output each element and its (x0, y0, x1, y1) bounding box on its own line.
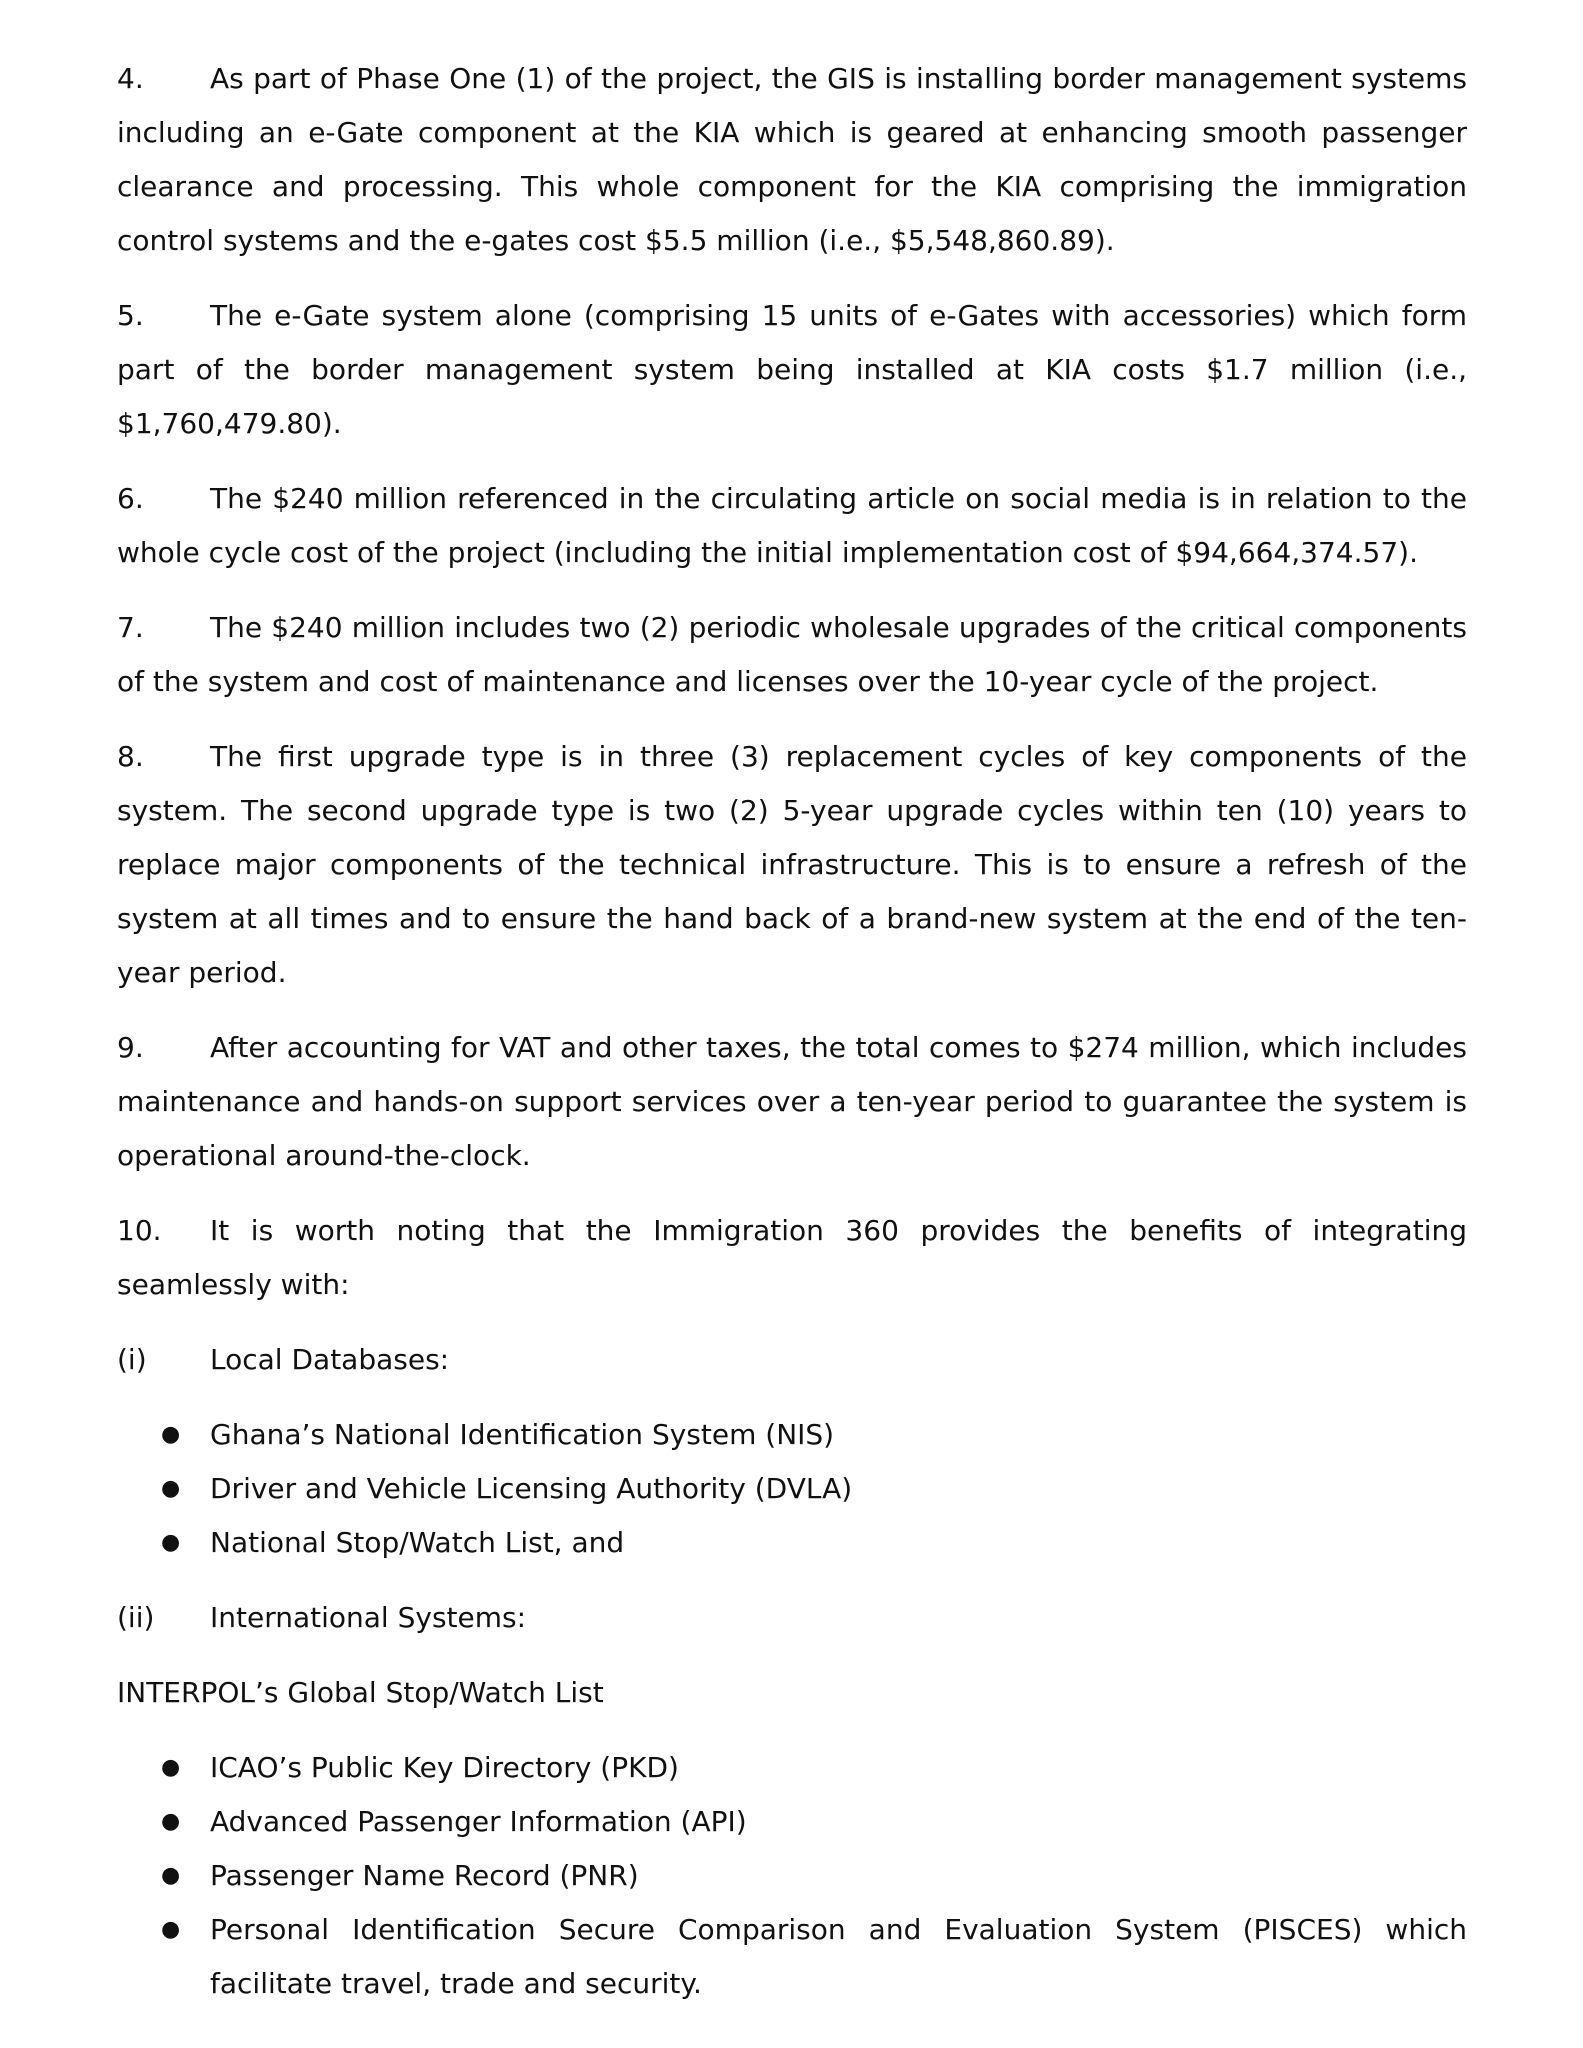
list-item-text: ICAO’s Public Key Directory (PKD) (210, 1751, 679, 1784)
paragraph-number: 6. (117, 482, 144, 515)
paragraph-text: After accounting for VAT and other taxes, the total comes to $274 million, which includes maintenance and hands-on support services over a ten-year period to guarantee the system is operational around-the-clock. (117, 1031, 1467, 1172)
document-page (117, 52, 1467, 2032)
list-item (117, 1795, 1467, 1849)
paragraph-text: The $240 million includes two (2) periodic wholesale upgrades of the critical components of the system and cost of maintenance and licenses over the 10-year cycle of the project. (117, 611, 1467, 698)
bullet-icon: ● (161, 1530, 181, 1555)
sub-heading-text: Local Databases: (210, 1343, 450, 1376)
list-item (117, 1516, 1467, 1570)
list-item (117, 1408, 1467, 1462)
list-item (117, 1849, 1467, 1903)
local-databases-heading (117, 1333, 1467, 1387)
sub-number: (i) (117, 1343, 147, 1376)
sub-heading-text: International Systems: (210, 1601, 527, 1634)
paragraph-text: The $240 million referenced in the circulating article on social media is in relation to the whole cycle cost of the project (including the initial implementation cost of $94,664,374.57). (117, 482, 1467, 569)
list-item-text: Driver and Vehicle Licensing Authority (DVLA) (210, 1472, 853, 1505)
international-systems-list (117, 1741, 1467, 2011)
paragraph-4 (117, 52, 1467, 268)
paragraph-number: 10. (117, 1214, 162, 1247)
list-item-text: Advanced Passenger Information (API) (210, 1805, 747, 1838)
international-systems-heading (117, 1591, 1467, 1645)
paragraph-7 (117, 601, 1467, 709)
list-item (117, 1903, 1467, 2011)
list-item-text: Passenger Name Record (PNR) (210, 1859, 639, 1892)
bullet-icon: ● (161, 1809, 181, 1834)
list-item (117, 1741, 1467, 1795)
bullet-icon: ● (161, 1917, 181, 1942)
bullet-icon: ● (161, 1422, 181, 1447)
paragraph-9 (117, 1021, 1467, 1183)
list-item-text: Personal Identification Secure Comparison and Evaluation System (PISCES) which facilitate travel, trade and security. (210, 1913, 1467, 2000)
paragraph-text: It is worth noting that the Immigration 360 provides the benefits of integrating seamlessly with: (117, 1214, 1467, 1301)
paragraph-text: As part of Phase One (1) of the project, the GIS is installing border management systems including an e-Gate component at the KIA which is geared at enhancing smooth passenger clearance and processing. This whole component for the KIA comprising the immigration control systems and the e-gates cost $5.5 million (i.e., $5,548,860.89). (117, 62, 1467, 257)
paragraph-5 (117, 289, 1467, 451)
bullet-icon: ● (161, 1755, 181, 1780)
paragraph-number: 7. (117, 611, 144, 644)
list-item-text: National Stop/Watch List, and (210, 1526, 625, 1559)
paragraph-number: 4. (117, 62, 144, 95)
list-item (117, 1462, 1467, 1516)
local-databases-list (117, 1408, 1467, 1570)
list-item-text: Ghana’s National Identification System (NIS) (210, 1418, 835, 1451)
paragraph-number: 9. (117, 1031, 144, 1064)
paragraph-6 (117, 472, 1467, 580)
international-lead-item: INTERPOL’s Global Stop/Watch List (117, 1676, 604, 1709)
paragraph-number: 8. (117, 740, 144, 773)
bullet-icon: ● (161, 1476, 181, 1501)
paragraph-text: The first upgrade type is in three (3) replacement cycles of key components of the system. The second upgrade type is two (2) 5-year upgrade cycles within ten (10) years to replace major components of the technical infrastructure. This is to ensure a refresh of the system at all times and to ensure the hand back of a brand-new system at the end of the ten-year period. (117, 740, 1467, 989)
sub-number: (ii) (117, 1601, 155, 1634)
paragraph-text: The e-Gate system alone (comprising 15 units of e-Gates with accessories) which form part of the border management system being installed at KIA costs $1.7 million (i.e., $1,760,479.80). (117, 299, 1467, 440)
paragraph-number: 5. (117, 299, 144, 332)
bullet-icon: ● (161, 1863, 181, 1888)
paragraph-10 (117, 1204, 1467, 1312)
paragraph-8 (117, 730, 1467, 1000)
